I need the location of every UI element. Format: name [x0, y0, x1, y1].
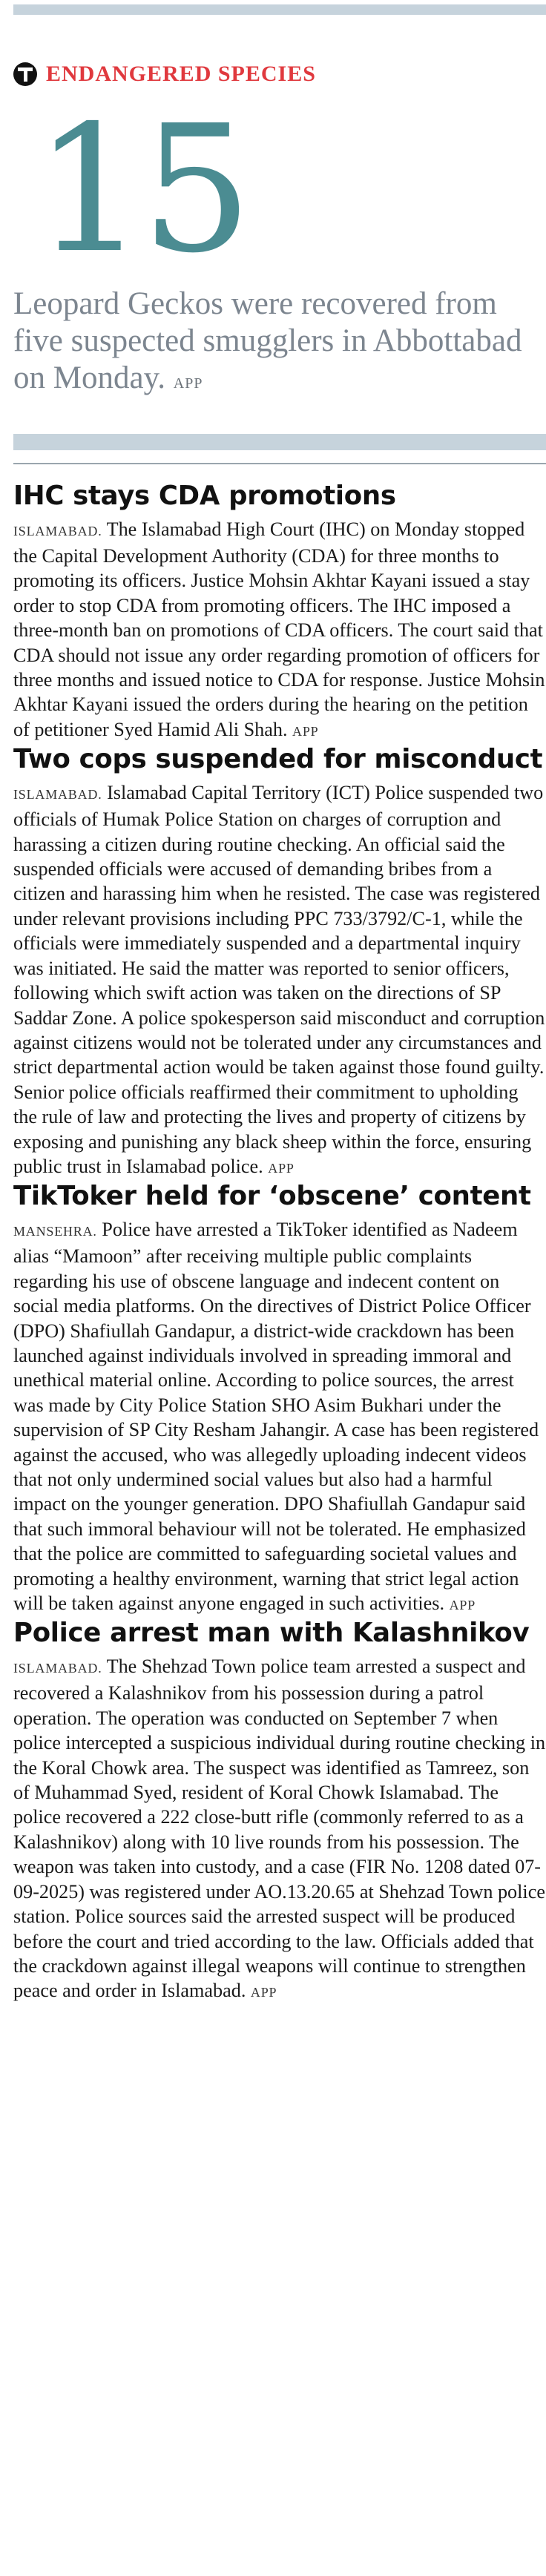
- article-dateline: ISLAMABAD.: [13, 786, 102, 802]
- section-label: ENDANGERED SPECIES: [46, 62, 316, 86]
- article-headline: TikToker held for ‘obscene’ content: [13, 1181, 531, 1212]
- article-text: Islamabad Capital Territory (ICT) Police suspended two officials of Humak Police Station on charges of corruption and harassing a citizen during routine checking. An official said the suspended officials were accused of demanding bribes from a citizen and harassing him when he resisted. The case was registered under relevant provisions including PPC 733/3792/C-1, while the officials were immediately suspended and a departmental inquiry was initiated. He said the matter was reported to senior officers, following which swift action was taken on the directions of SP Saddar Zone. A police spokesperson said misconduct and corruption against citizens would not be tolerated under any circumstances and strict departmental action would be taken against those found guilty. Senior police officials reaffirmed their commitment to upholding the rule of law and protecting the lives and property of citizens by exposing and punishing any black sheep within the force, ensuring public trust in Islamabad police.: [13, 781, 545, 1177]
- article-agency: APP: [449, 1598, 476, 1613]
- stat-text: Leopard Geckos were recovered from five suspected smugglers in Abbottabad on Monday.: [13, 286, 522, 395]
- article-agency: APP: [292, 723, 319, 739]
- article-body: [13, 1654, 546, 2006]
- article-body: [13, 1217, 546, 1618]
- article-text: Police have arrested a TikToker identified as Nadeem alias “Mamoon” after receiving multiple public complaints regarding his use of obscene language and indecent content on social media platforms. On the directives of District Police Officer (DPO) Shafiullah Gandapur, a district-wide crackdown has been launched against individuals involved in spreading immoral and unethical material online. According to police sources, the arrest was made by City Police Station SHO Asim Bukhari under the supervision of SP City Resham Jahangir. A case has been registered against the accused, who was allegedly uploading indecent videos that not only undermined social values but also had a harmful impact on the younger generation. DPO Shafiullah Gandapur said that such immoral behaviour will not be tolerated. He emphasized that the police are committed to safeguarding societal values and promoting a healthy environment, warning that strict legal action will be taken against anyone engaged in such activities.: [13, 1218, 539, 1615]
- divider-line: [13, 463, 546, 464]
- article-dateline: ISLAMABAD.: [13, 523, 102, 538]
- stat-description: [13, 286, 546, 397]
- article-dateline: ISLAMABAD.: [13, 1661, 102, 1676]
- article-text: The Islamabad High Court (IHC) on Monday stopped the Capital Development Authority (CDA) for three months to promoting its officers. Justice Mohsin Akhtar Kayani issued a stay order to stop CDA from promoting officers. The IHC imposed a three-month ban on promotions of CDA officers. The court said that CDA should not issue any order regarding promotion of officers for three months and issued notice to CDA for response. Justice Mohsin Akhtar Kayani issued the orders during the hearing on the petition of petitioner Syed Hamid Ali Shah.: [13, 518, 545, 740]
- article-text: The Shehzad Town police team arrested a suspect and recovered a Kalashnikov from his possession during a patrol operation. The operation was conducted on September 7 when police intercepted a suspicious individual during routine checking in the Koral Chowk area. The suspect was identified as Tamreez, son of Muhammad Syed, resident of Koral Chowk Islamabad. The police recovered a 222 close-butt rifle (commonly referred to as a Kalashnikov) along with 10 live rounds from his possession. The weapon was taken into custody, and a case (FIR No. 1208 dated 07-09-2025) was registered under AO.13.20.65 at Shehzad Town police station. Police sources said the arrested suspect will be produced before the court and tried according to the law. Officials added that the crackdown against illegal weapons will continue to strengthen peace and order in Islamabad.: [13, 1656, 546, 2002]
- article-cops: [13, 744, 546, 1181]
- article-kalashnikov: [13, 1618, 546, 2005]
- article-agency: APP: [250, 1985, 277, 2000]
- article-headline: IHC stays CDA promotions: [13, 481, 396, 511]
- article-headline: Two cops suspended for misconduct: [13, 744, 543, 775]
- article-ihc: [13, 481, 546, 744]
- article-tiktoker: [13, 1181, 546, 1618]
- article-agency: APP: [268, 1160, 295, 1176]
- section-header: [13, 59, 316, 89]
- article-body: [13, 780, 546, 1182]
- article-body: [13, 517, 546, 745]
- divider-bar: [13, 434, 546, 450]
- top-rule: [13, 4, 546, 15]
- article-headline: Police arrest man with Kalashnikov: [13, 1618, 530, 1649]
- articles-column: [13, 481, 546, 2006]
- stat-number: 15: [34, 88, 249, 291]
- article-dateline: MANSEHRA.: [13, 1223, 97, 1239]
- stat-source: APP: [173, 375, 203, 392]
- newspaper-logo-icon: [13, 62, 37, 86]
